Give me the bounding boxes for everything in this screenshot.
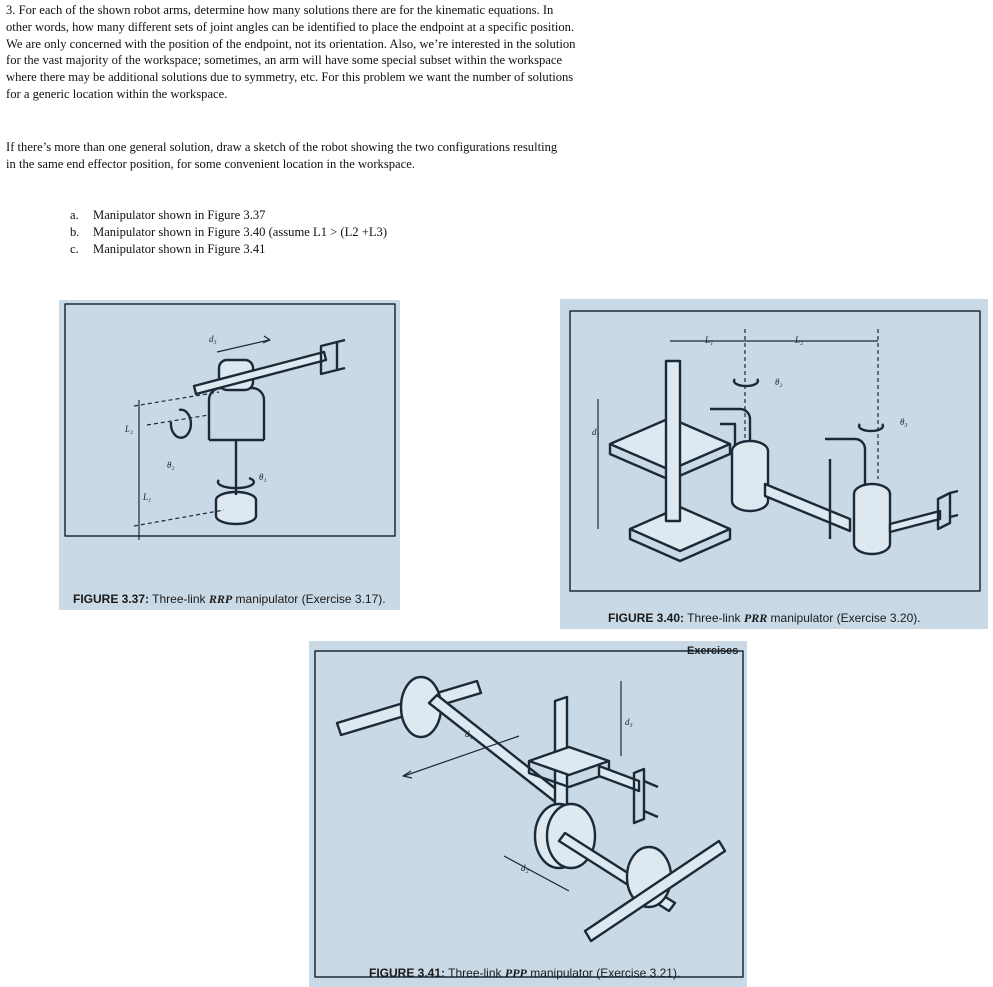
figure-3-41-photo bbox=[309, 641, 747, 987]
tag-d2: d₂ bbox=[521, 863, 529, 873]
question-sketch-instruction: If there’s more than one general solution, draw a sketch of the robot showing the two configurations resulting in the same end effector position, for some convenient location in the workspace. bbox=[6, 140, 558, 171]
rrp-manipulator-drawing bbox=[59, 300, 400, 610]
tag-d3: d₃ bbox=[625, 717, 633, 727]
prr-manipulator-drawing bbox=[560, 299, 988, 629]
manipulator-list bbox=[70, 207, 387, 257]
tag-l2: L₂ bbox=[125, 424, 134, 434]
tag-d1: d₁ bbox=[592, 427, 600, 437]
figure-3-40-photo bbox=[560, 299, 988, 629]
question-intro: 3. For each of the shown robot arms, determine how many solutions there are for the kinematic equations. In other words, how many different sets of joint angles can be identified to place the endpoint at a specific position. We are only concerned with the position of the endpoint, not its orientation. Also, we’re interested in the solution for the vast majority of the workspace; sometimes, an arm will have some special subset within the workspace where there may be additional solutions due to symmetry, etc. For this problem we want the number of solutions for a generic location within the workspace. bbox=[6, 3, 576, 101]
tag-theta1: θ₁ bbox=[259, 472, 267, 482]
list-item: b. Manipulator shown in Figure 3.40 (assume L1 > (L2 +L3) bbox=[70, 224, 388, 239]
tag-d1: d₁ bbox=[465, 729, 473, 739]
tag-l2: L₂ bbox=[795, 335, 804, 345]
figure-3-40-caption: FIGURE 3.40: Three-link PRR manipulator (Exercise 3.20). bbox=[608, 611, 921, 625]
figure-3-41-caption: FIGURE 3.41: Three-link PPP manipulator (Exercise 3.21). bbox=[369, 966, 681, 980]
tag-l1: L₁ bbox=[705, 335, 714, 345]
tag-theta2: θ₂ bbox=[167, 460, 175, 470]
tag-theta3: θ₃ bbox=[900, 417, 908, 427]
exercises-header: Exercises bbox=[687, 645, 739, 657]
list-item: c. Manipulator shown in Figure 3.41 bbox=[70, 241, 266, 256]
figure-3-37-caption: FIGURE 3.37: Three-link RRP manipulator (Exercise 3.17). bbox=[73, 592, 386, 606]
ppp-manipulator-drawing bbox=[309, 641, 747, 987]
tag-theta2: θ₂ bbox=[775, 377, 783, 387]
list-item: a. Manipulator shown in Figure 3.37 bbox=[70, 208, 266, 222]
tag-d3: d₃ bbox=[209, 334, 217, 344]
tag-l1: L₁ bbox=[143, 492, 152, 502]
figure-3-37-photo bbox=[59, 300, 400, 610]
